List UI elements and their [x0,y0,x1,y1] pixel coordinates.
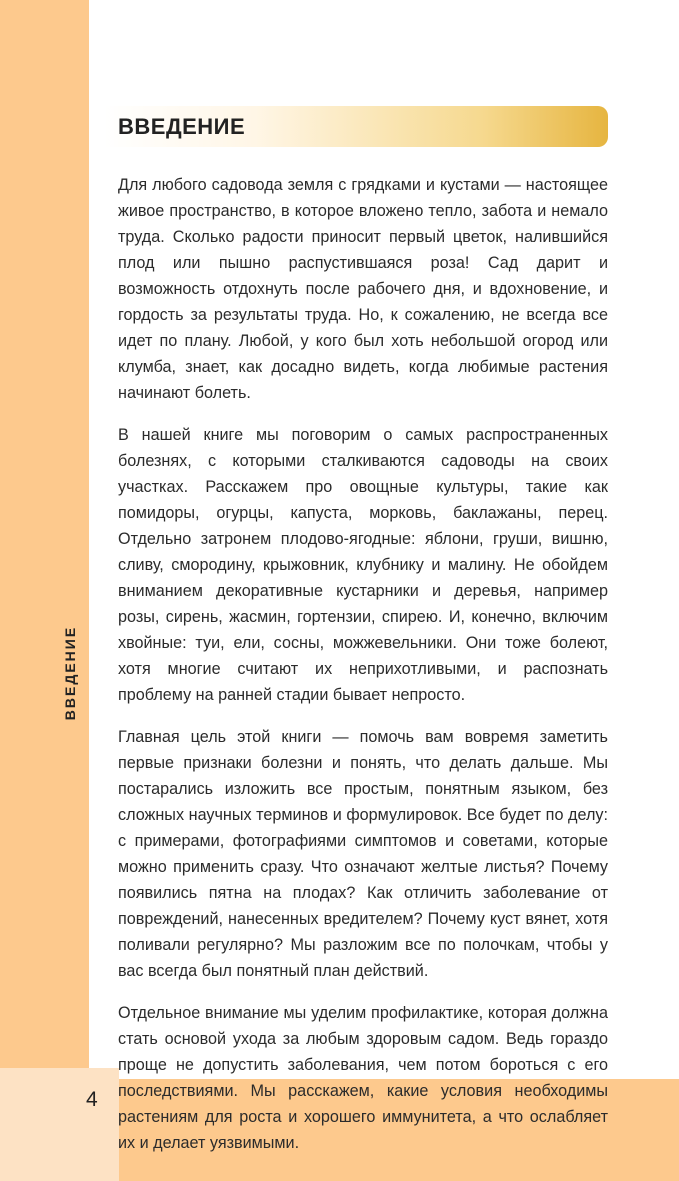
left-margin-strip [0,0,89,1181]
paragraph: Отдельное внимание мы уделим профилактике, которая должна стать основой ухода за любым здоровым садом. Ведь гораздо проще не допустить заболевания, чем потом бороться с его последствиями. Мы расскажем, какие условия необходимы растениям для роста и хорошего иммунитета, а что ослабляет их и делает уязвимыми. [118,1004,608,1152]
page-title: ВВЕДЕНИЕ [118,114,246,139]
paragraph: В нашей книге мы поговорим о самых распространенных болезнях, с которыми сталкиваются садоводы на своих участках. Расскажем про овощные культуры, такие как помидоры, огурцы, капуста, морковь, баклажаны, перец. Отдельно затронем плодово-ягодные: яблони, груши, вишню, сливу, смородину, крыжовник, клубнику и малину. Не обойдем вниманием декоративные кустарники и деревья, например розы, сирень, жасмин, гортензии, спирею. И, конечно, включим хвойные: туи, ели, сосны, можжевельники. Они тоже болеют, хотя многие считают их неприхотливыми, и распознать проблему на ранней стадии бывает непросто. [118,426,608,704]
page-number-box [0,1068,119,1181]
paragraph: Для любого садовода земля с грядками и кустами — настоящее живое пространство, в которое вложено тепло, забота и немало труда. Сколько радости приносит первый цветок, налившийся плод или пышно распустившаяся роза! Сад дарит и возможность отдохнуть после рабочего дня, и вдохновение, и гордость за результаты труда. Но, к сожалению, не всегда все идет по плану. Любой, у кого был хоть небольшой огород или клумба, знает, как досадно видеть, когда любимые растения начинают болеть. [118,176,608,402]
paragraph: Главная цель этой книги — помочь вам вовремя заметить первые признаки болезни и понять, что делать дальше. Мы постарались изложить все простым, понятным языком, без сложных научных терминов и формулировок. Все будет по делу: с примерами, фотографиями симптомов и советами, которые можно применить сразу. Что означают желтые листья? Почему появились пятна на плодах? Как отличить заболевание от повреждений, нанесенных вредителем? Почему куст вянет, хотя поливали регулярно? Мы разложим все по полочкам, чтобы у вас всегда был понятный план действий. [118,728,608,980]
body-text [118,172,608,1156]
page-number: 4 [86,1088,98,1111]
running-head: ВВЕДЕНИЕ [62,625,78,721]
